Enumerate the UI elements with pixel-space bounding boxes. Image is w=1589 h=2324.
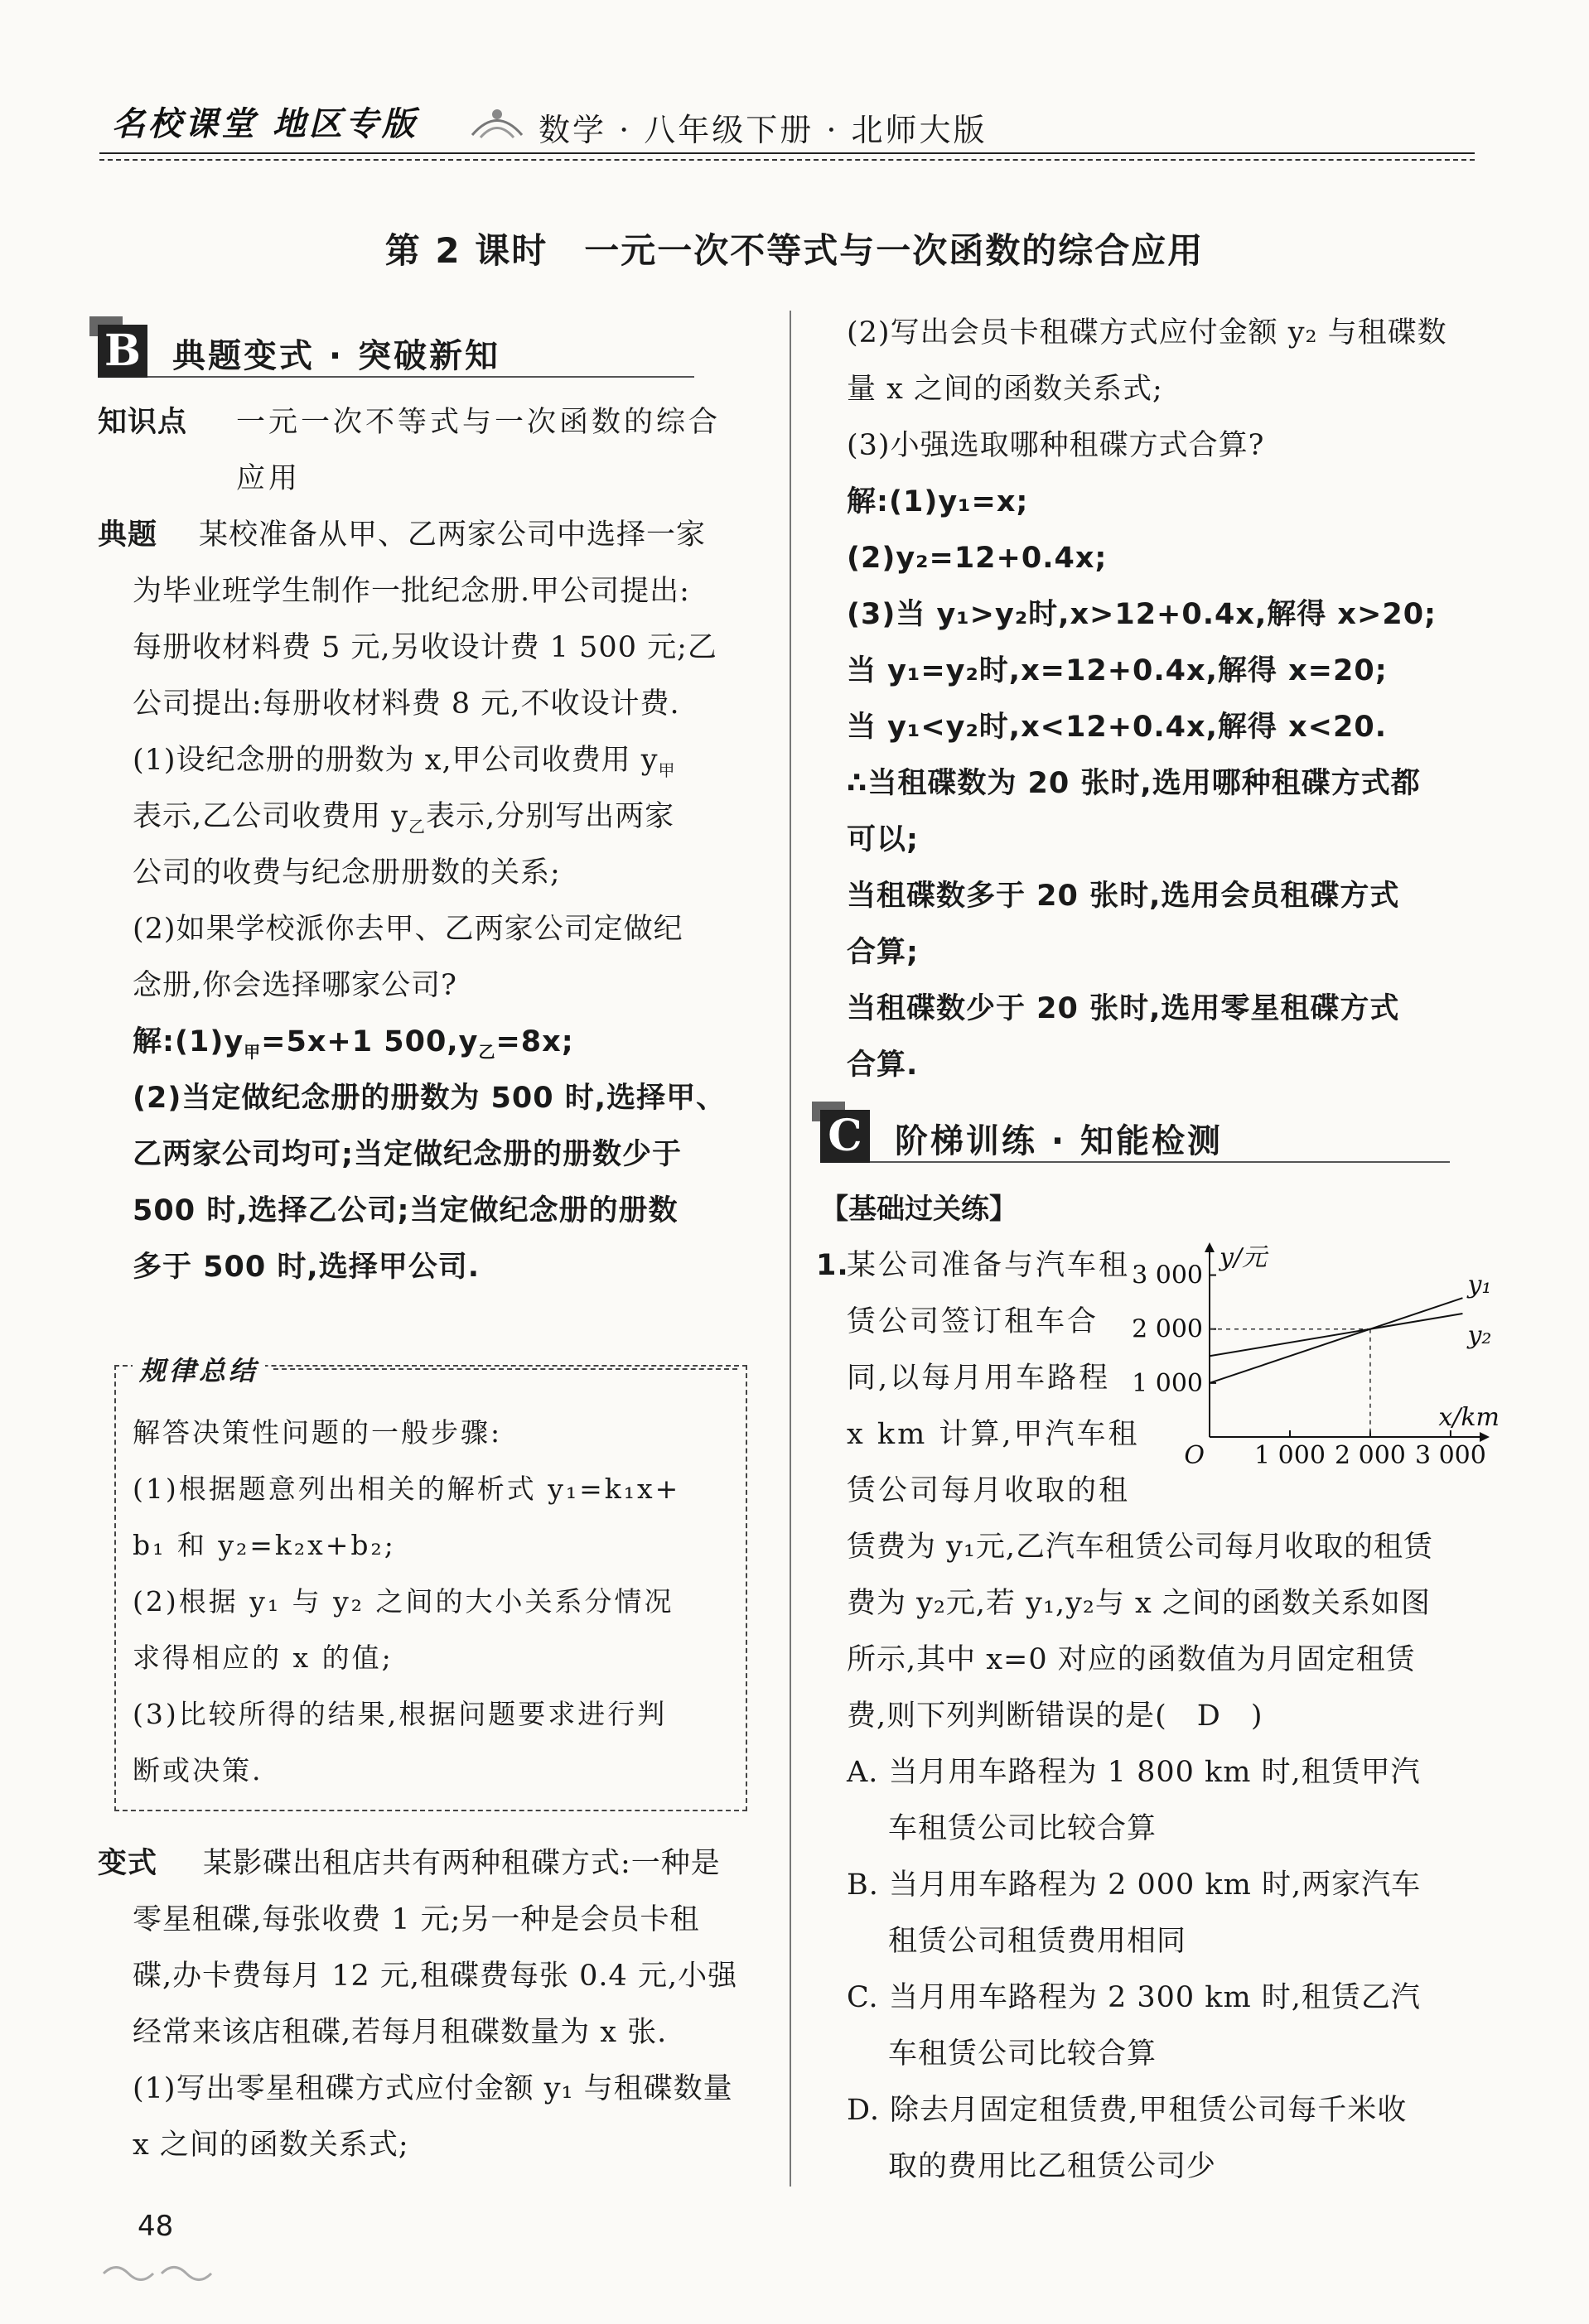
summary-title: 规律总结 bbox=[133, 1350, 265, 1388]
summary-dashed-rule bbox=[273, 1368, 737, 1370]
q1-option-c[interactable]: C. 当月用车路程为 2 300 km 时,租赁乙汽 bbox=[847, 1981, 1421, 2014]
q1-option-b[interactable]: B. 当月用车路程为 2 000 km 时,两家汽车 bbox=[847, 1868, 1422, 1902]
variant-line: 零星租碟,每张收费 1 元;另一种是会员卡租 bbox=[133, 1903, 700, 1936]
section-c-underline bbox=[870, 1161, 1450, 1163]
section-c-header bbox=[820, 1110, 1450, 1163]
right-solution-line: (2)y₂=12+0.4x; bbox=[847, 542, 1108, 575]
section-b-title: 典题变式 · 突破新知 bbox=[172, 337, 501, 375]
section-c-badge: C bbox=[820, 1110, 870, 1163]
section-b-badge: B bbox=[98, 325, 147, 378]
summary-line: 解答决策性问题的一般步骤: bbox=[133, 1416, 503, 1449]
q1-wrap-line: 赁公司签订租车合 bbox=[847, 1305, 1099, 1338]
variant-line: 经常来该店租碟,若每月租碟数量为 x 张. bbox=[133, 2016, 668, 2049]
series-line-2 bbox=[1210, 1314, 1462, 1356]
section-c-title: 阶梯训练 · 知能检测 bbox=[895, 1122, 1224, 1160]
right-solution-line: 当租碟数少于 20 张时,选用零星租碟方式 bbox=[847, 992, 1400, 1025]
right-solution-line: 当 y₁<y₂时,x<12+0.4x,解得 x<20. bbox=[847, 711, 1387, 744]
summary-line: (1)根据题意列出相关的解析式 y₁=k₁x+ bbox=[133, 1473, 681, 1505]
summary-line: (2)根据 y₁ 与 y₂ 之间的大小关系分情况 bbox=[133, 1585, 674, 1618]
right-solution-line: ∴当租碟数为 20 张时,选用哪种租碟方式都 bbox=[847, 767, 1421, 800]
footer-ornament-icon bbox=[99, 2257, 215, 2282]
q1-line: 赁费为 y₁元,乙汽车租赁公司每月收取的租赁 bbox=[847, 1531, 1434, 1564]
example-label: 典题 bbox=[98, 518, 158, 552]
example-line: (2)如果学校派你去甲、乙两家公司定做纪 bbox=[133, 913, 683, 946]
x-tick-label: 2 000 bbox=[1334, 1441, 1406, 1470]
q1-option-c-cont: 车租赁公司比较合算 bbox=[888, 2037, 1157, 2071]
section-b-header bbox=[98, 325, 694, 378]
q1-number: 1. bbox=[816, 1249, 849, 1282]
right-line: (2)写出会员卡租碟方式应付金额 y₂ 与租碟数 bbox=[847, 316, 1447, 350]
example-solution-line: 乙两家公司均可;当定做纪念册的册数少于 bbox=[133, 1138, 682, 1171]
header-ornament-icon bbox=[464, 98, 530, 147]
q1-wrap-line: 某公司准备与汽车租 bbox=[847, 1249, 1131, 1282]
q1-option-a-cont: 车租赁公司比较合算 bbox=[888, 1812, 1157, 1845]
section-b-underline bbox=[147, 376, 694, 378]
series-label-2: y₂ bbox=[1467, 1320, 1492, 1350]
column-divider bbox=[790, 311, 791, 2187]
header-subtitle: 数学 · 八年级下册 · 北师大版 bbox=[539, 112, 988, 148]
y-tick-label: 2 000 bbox=[1132, 1314, 1203, 1344]
example-line: 公司的收费与纪念册册数的关系; bbox=[133, 856, 561, 890]
knowledge-line1: 一元一次不等式与一次函数的综合 bbox=[236, 406, 722, 439]
header-dashed-rule bbox=[99, 159, 1475, 161]
example-solution-1: 解$:(1)y_甲=5x+1$ $500,y_乙=8x$; bbox=[133, 1025, 574, 1062]
header-rule bbox=[99, 152, 1475, 154]
q1-option-d[interactable]: D. 除去月固定租赁费,甲租赁公司每千米收 bbox=[847, 2094, 1408, 2127]
q1-option-a[interactable]: A. 当月用车路程为 1 800 km 时,租赁甲汽 bbox=[847, 1756, 1421, 1789]
basic-practice-tag: 【基础过关练】 bbox=[820, 1193, 1017, 1226]
example-solution-line: (2)当定做纪念册的册数为 500 时,选择甲、 bbox=[133, 1082, 727, 1115]
q1-wrap-line: 赁公司每月收取的租 bbox=[847, 1474, 1131, 1507]
series-label-1: y₁ bbox=[1467, 1270, 1492, 1300]
variant-line: (1)写出零星租碟方式应付金额 y₁ 与租碟数量 bbox=[133, 2072, 733, 2105]
knowledge-label: 知识点 bbox=[98, 406, 188, 439]
q1-option-d-cont: 取的费用比乙租赁公司少 bbox=[888, 2150, 1217, 2183]
x-tick-label: 3 000 bbox=[1414, 1441, 1486, 1470]
variant-line: 碟,办卡费每月 12 元,租碟费每张 0.4 元,小强 bbox=[133, 1960, 738, 1993]
example-line: 为毕业班学生制作一批纪念册.甲公司提出: bbox=[133, 575, 690, 608]
example-line: 表示,乙公司收费用 $y_乙$表示,分别写出两家 bbox=[133, 800, 675, 837]
right-solution-line: 合算; bbox=[847, 936, 919, 969]
right-solution-line: 当租碟数多于 20 张时,选用会员租碟方式 bbox=[847, 880, 1400, 913]
q1-wrap-line: x km 计算,甲汽车租 bbox=[847, 1418, 1140, 1451]
lesson-title: 第 2 课时 一元一次不等式与一次函数的综合应用 bbox=[384, 230, 1205, 271]
q1-wrap-line: 同,以每月用车路程 bbox=[847, 1362, 1111, 1395]
example-line: 公司提出:每册收材料费 8 元,不收设计费. bbox=[133, 687, 680, 721]
right-solution-line: 解:(1)y₁=x; bbox=[847, 485, 1029, 518]
variant-label: 变式 bbox=[98, 1847, 158, 1880]
example-line: 念册,你会选择哪家公司? bbox=[133, 969, 457, 1002]
q1-line: 所示,其中 x=0 对应的函数值为月固定租赁 bbox=[847, 1643, 1416, 1676]
origin-label: O bbox=[1184, 1441, 1205, 1470]
example-solution-line: 500 时,选择乙公司;当定做纪念册的册数 bbox=[133, 1194, 679, 1227]
right-solution-line: 可以; bbox=[847, 823, 919, 856]
y-axis-arrow-icon bbox=[1205, 1242, 1215, 1252]
summary-line: b₁ 和 y₂=k₂x+b₂; bbox=[133, 1529, 396, 1561]
summary-line: 断或决策. bbox=[133, 1754, 263, 1786]
q1-line: 费,则下列判断错误的是( D ) bbox=[847, 1700, 1263, 1733]
series-line-1 bbox=[1210, 1298, 1462, 1383]
right-solution-line: (3)当 y₁>y₂时,x>12+0.4x,解得 x>20; bbox=[847, 598, 1437, 631]
knowledge-line2: 应用 bbox=[236, 462, 302, 495]
right-solution-line: 合算. bbox=[847, 1049, 919, 1082]
right-solution-line: 当 y₁=y₂时,x=12+0.4x,解得 x=20; bbox=[847, 654, 1388, 687]
right-line: 量 x 之间的函数关系式; bbox=[847, 373, 1163, 406]
y-tick-label: 3 000 bbox=[1132, 1261, 1203, 1290]
example-line: 某校准备从甲、乙两家公司中选择一家 bbox=[199, 518, 707, 552]
summary-line: (3)比较所得的结果,根据问题要求进行判 bbox=[133, 1698, 668, 1730]
variant-line: 某影碟出租店共有两种租碟方式:一种是 bbox=[203, 1847, 721, 1880]
variant-line: x 之间的函数关系式; bbox=[133, 2129, 409, 2162]
example-line: 每册收材料费 5 元,另收设计费 1 500 元;乙 bbox=[133, 631, 717, 664]
page-number: 48 bbox=[138, 2210, 174, 2243]
header-brand: 名校课堂 地区专版 bbox=[112, 105, 418, 143]
right-line: (3)小强选取哪种租碟方式合算? bbox=[847, 429, 1265, 462]
example-line: (1)设纪念册的册数为 x,甲公司收费用 $y_甲$ bbox=[133, 744, 676, 780]
rental-cost-chart bbox=[1127, 1242, 1500, 1520]
x-tick-label: 1 000 bbox=[1254, 1441, 1326, 1470]
y-axis-label: y/元 bbox=[1220, 1243, 1268, 1272]
y-tick-label: 1 000 bbox=[1132, 1368, 1203, 1398]
example-solution-line: 多于 500 时,选择甲公司. bbox=[133, 1251, 481, 1284]
q1-line: 费为 y₂元,若 y₁,y₂与 x 之间的函数关系如图 bbox=[847, 1587, 1431, 1620]
q1-option-b-cont: 租赁公司租赁费用相同 bbox=[888, 1925, 1187, 1958]
summary-line: 求得相应的 x 的值; bbox=[133, 1642, 394, 1674]
x-axis-label: x/km bbox=[1438, 1403, 1500, 1432]
